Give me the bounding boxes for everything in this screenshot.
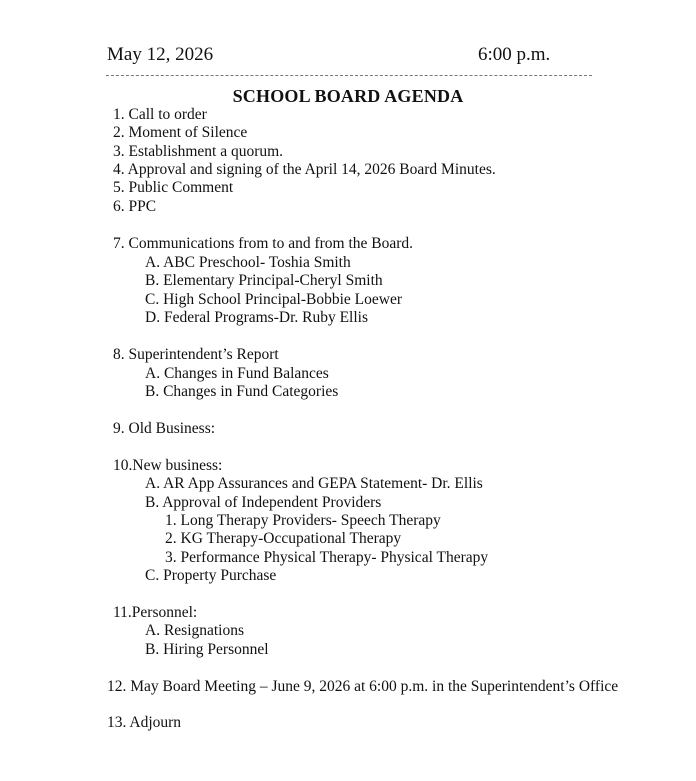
agenda-subitem-11b: B. Hiring Personnel: [145, 641, 269, 658]
agenda-item-4: 4. Approval and signing of the April 14, 2026 Board Minutes.: [113, 161, 496, 178]
agenda-subitem-7b: B. Elementary Principal-Cheryl Smith: [145, 272, 383, 289]
agenda-subitem-10b-2: 2. KG Therapy-Occupational Therapy: [165, 530, 402, 547]
agenda-item-3: 3. Establishment a quorum.: [113, 143, 284, 160]
header-divider: [106, 75, 592, 76]
agenda-item-13: 13. Adjourn: [107, 714, 182, 731]
agenda-item-10: 10.New business:: [113, 457, 223, 474]
agenda-item-12: 12. May Board Meeting – June 9, 2026 at 6:00 p.m. in the Superintendent’s Office: [107, 678, 619, 695]
agenda-item-11: 11.Personnel:: [113, 604, 198, 621]
agenda-subitem-10b-3: 3. Performance Physical Therapy- Physical Therapy: [165, 549, 489, 566]
agenda-item-7: 7. Communications from to and from the Board.: [113, 235, 414, 252]
agenda-subitem-8b: B. Changes in Fund Categories: [145, 383, 339, 400]
agenda-subitem-10b: B. Approval of Independent Providers: [145, 494, 382, 511]
agenda-item-8: 8. Superintendent’s Report: [113, 346, 279, 363]
agenda-item-9: 9. Old Business:: [113, 420, 216, 437]
agenda-subitem-7c: C. High School Principal-Bobbie Loewer: [145, 291, 402, 308]
agenda-item-6: 6. PPC: [113, 198, 157, 215]
meeting-time: 6:00 p.m.: [478, 44, 551, 65]
agenda-subitem-10b-1: 1. Long Therapy Providers- Speech Therapy: [165, 512, 441, 529]
meeting-date: May 12, 2026: [107, 44, 214, 65]
agenda-title: SCHOOL BOARD AGENDA: [232, 86, 464, 106]
agenda-item-1: 1. Call to order: [113, 106, 207, 123]
agenda-subitem-10a: A. AR App Assurances and GEPA Statement- Dr. Ellis: [145, 475, 483, 492]
agenda-subitem-11a: A. Resignations: [145, 622, 245, 639]
agenda-subitem-8a: A. Changes in Fund Balances: [145, 365, 329, 382]
agenda-subitem-7d: D. Federal Programs-Dr. Ruby Ellis: [145, 309, 369, 326]
agenda-item-2: 2. Moment of Silence: [113, 124, 248, 141]
agenda-item-5: 5. Public Comment: [113, 179, 234, 196]
agenda-subitem-10c: C. Property Purchase: [145, 567, 277, 584]
agenda-subitem-7a: A. ABC Preschool- Toshia Smith: [145, 254, 351, 271]
